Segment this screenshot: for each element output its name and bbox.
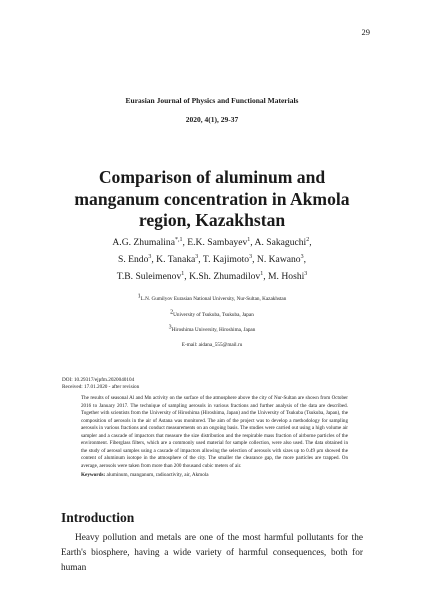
journal-issue: 2020, 4(1), 29-37 xyxy=(185,115,239,124)
author-name: , A. Sakaguchi xyxy=(250,237,307,248)
affiliation-mark: 2 xyxy=(170,309,174,316)
author-affiliation-mark: 1 xyxy=(247,236,251,243)
abstract: The results of seasonal Al and Mn activity on the surface of the atmosphere above the city of Nur-Sultan are shown from October 2016 to January 2017. The technique of sampling aerosols in various fractions and further analysis of the data are described. Together with scientists from the University of Hiroshima (Hiroshima, Japan) and the University of Tsukuba (Tsukuba, Japan), the composition of aerosols in the air of Astana was monitored. The aim of the project was to develop a methodology for sampling aerosols in various fractions and conduct measurements on an ongoing basis. The studies were carried out using a high volume air sampler and a cascade of impactors that measure the size distribution and the respirable mass fraction of airborne particles of the environment. Fiberglass filters, which are a commonly used material for sample collection, were also used. The data obtained in the study of aerosol samples using a cascade of impactors allowing the selection of aerosols with sizes up to 0.49 μm showed the content of aluminum isotope in the atmosphere of the city. The smaller the clearance gap, the more particles are trapped. On average, aerosols were taken from more than 200 thousand cubic meters of air. xyxy=(81,395,348,469)
title-line: Comparison of aluminum and xyxy=(98,167,326,187)
author-name: A.G. Zhumalina xyxy=(112,237,175,248)
author-list xyxy=(0,234,424,285)
doi: DOI: 10.29317/ejpfm.2020040104 xyxy=(62,377,135,383)
author-affiliation-mark: 3 xyxy=(304,270,308,277)
page-number: 29 xyxy=(361,27,370,37)
keywords-list: aluminum, manganum, radioactivity, air, Akmola xyxy=(106,472,209,478)
author-affiliation-mark: 3 xyxy=(300,253,304,260)
received-date: Received: 17.01.2020 - after revision xyxy=(62,384,140,390)
author-name: , E.K. Sambayev xyxy=(182,237,248,248)
affiliation-text: Hiroshima University, Hiroshima, Japan xyxy=(171,327,256,333)
affiliation xyxy=(0,293,424,302)
author-affiliation-mark: 3 xyxy=(249,253,253,260)
title-line: region, Kazakhstan xyxy=(138,210,286,230)
affiliation-mark: 1 xyxy=(137,293,141,300)
author-line xyxy=(0,234,424,251)
author-affiliation-mark: 1 xyxy=(181,270,185,277)
author-name: T.B. Suleimenov xyxy=(116,271,182,282)
author-affiliation-mark: 1 xyxy=(260,270,264,277)
author-affiliation-mark: 3 xyxy=(148,253,152,260)
author-name: S. Endo xyxy=(117,254,149,265)
author-line xyxy=(0,251,424,268)
author-separator: , xyxy=(303,254,307,265)
keywords xyxy=(81,472,348,478)
affiliation-mark: 3 xyxy=(168,324,172,331)
author-affiliation-mark: 2 xyxy=(306,236,310,243)
author-name: , T. Kajimoto xyxy=(198,254,250,265)
affiliation-text: L.N. Gumilyov Eurasian National University, Nur-Sultan, Kazakhstan xyxy=(140,296,287,302)
keywords-label: Keywords: xyxy=(81,472,106,478)
affiliation xyxy=(0,324,424,333)
author-email: E-mail: aidana_555@mail.ru xyxy=(181,342,243,348)
author-name: , N. Kawano xyxy=(252,254,301,265)
author-name: , K. Tanaka xyxy=(151,254,196,265)
author-line xyxy=(0,268,424,285)
author-name: , M. Hoshi xyxy=(263,271,305,282)
title-line: manganum concentration in Akmola xyxy=(74,188,350,209)
author-affiliation-mark: 3 xyxy=(195,253,199,260)
paper-title xyxy=(0,167,424,232)
section-heading-introduction: Introduction xyxy=(61,510,135,525)
introduction-text: Heavy pollution and metals are one of the most harmful pollutants for the Earth's biosphere, having a wide variety of harmful consequences, both for human xyxy=(61,533,363,573)
author-name: , K.Sh. Zhumadilov xyxy=(184,271,261,282)
author-separator: , xyxy=(309,237,312,248)
affiliation-text: University of Tsukuba, Tsukuba, Japan xyxy=(173,312,254,318)
journal-name: Eurasian Journal of Physics and Functional Materials xyxy=(125,96,299,105)
introduction-paragraph xyxy=(61,531,363,576)
author-affiliation-mark: *,1 xyxy=(175,236,183,243)
affiliation xyxy=(0,309,424,318)
